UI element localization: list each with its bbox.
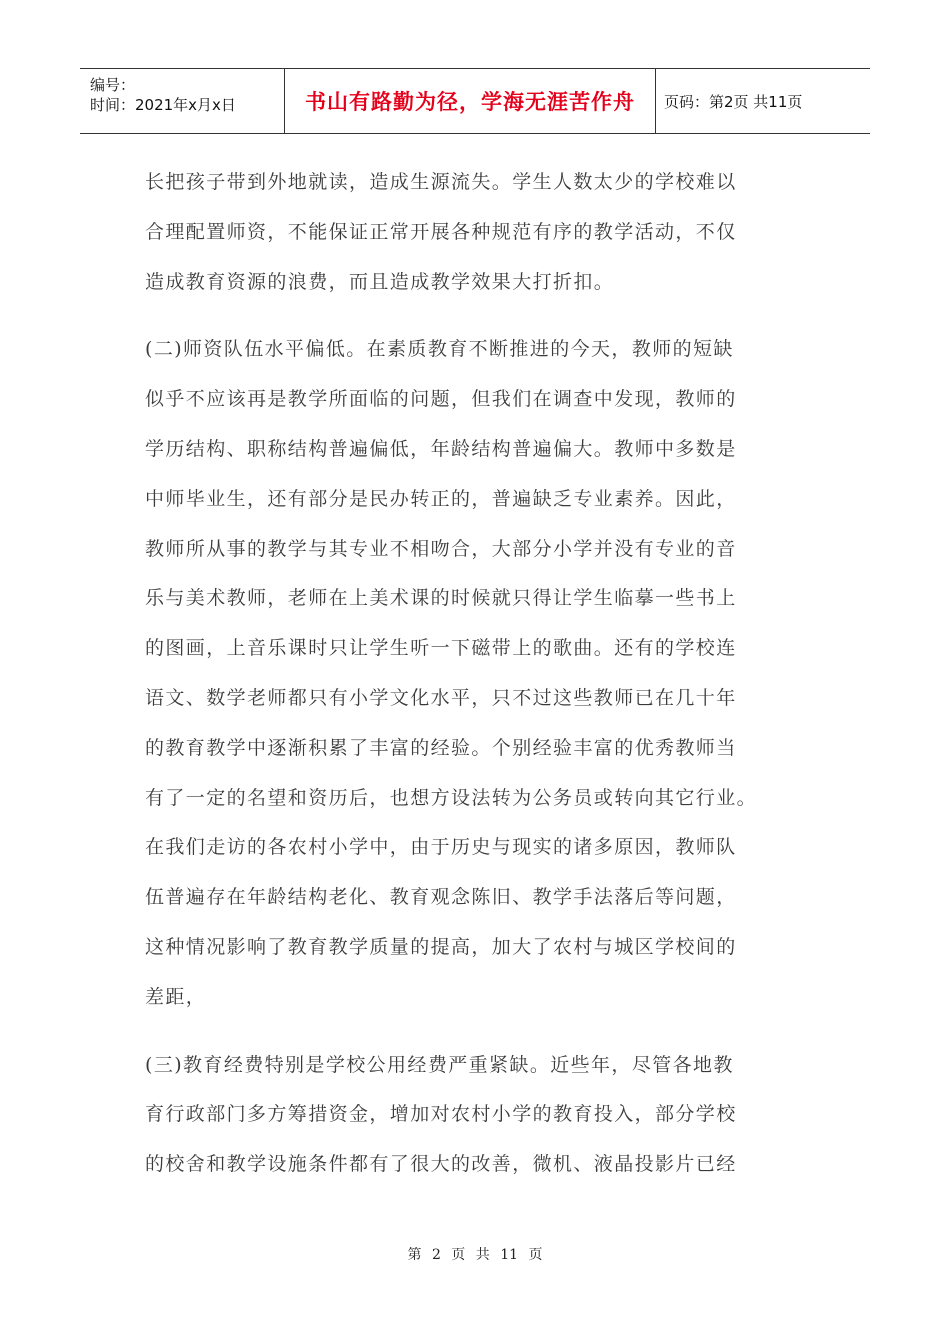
text-line: (三)教育经费特别是学校公用经费严重紧缺。近些年，尽管各地教 — [145, 1053, 734, 1076]
paragraph — [145, 325, 809, 1022]
text-line: 乐与美术教师，老师在上美术课的时候就只得让学生临摹一些书上 — [145, 587, 737, 610]
header-page-info: 页码：第2页 共11页 — [664, 92, 803, 111]
text-line: 长把孩子带到外地就读，造成生源流失。学生人数太少的学校难以 — [145, 171, 737, 193]
page-footer: 第 2 页 共 11 页 — [407, 1247, 543, 1263]
text-line: 似乎不应该再是教学所面临的问题，但我们在调查中发现，教师的 — [145, 388, 737, 411]
document-number-label: 编号： — [90, 76, 136, 94]
text-line: 伍普遍存在年龄结构老化、教育观念陈旧、教学手法落后等问题， — [145, 886, 737, 909]
text-line: 语文、数学老师都只有小学文化水平，只不过这些教师已在几十年 — [145, 686, 737, 709]
header-meta — [80, 69, 284, 133]
text-line: 育行政部门多方筹措资金，增加对农村小学的教育投入，部分学校 — [145, 1103, 737, 1126]
text-line: 的教育教学中逐渐积累了丰富的经验。个别经验丰富的优秀教师当 — [145, 736, 737, 759]
document-date-label: 时间：2021年x月x日 — [90, 96, 236, 114]
text-line: 的校舍和教学设施条件都有了很大的改善，微机、液晶投影片已经 — [145, 1153, 737, 1176]
text-line: 在我们走访的各农村小学中，由于历史与现实的诸多原因，教师队 — [145, 836, 737, 859]
text-line: 的图画，上音乐课时只让学生听一下磁带上的歌曲。还有的学校连 — [145, 637, 737, 660]
text-line: 差距， — [145, 985, 207, 1008]
paragraph — [145, 1041, 809, 1190]
text-line: 有了一定的名望和资历后，也想方设法转为公务员或转向其它行业。 — [145, 786, 758, 809]
text-line: 造成教育资源的浪费，而且造成教学效果大打折扣。 — [145, 270, 615, 293]
text-line: 合理配置师资，不能保证正常开展各种规范有序的教学活动，不仅 — [145, 220, 737, 243]
text-line: 教师所从事的教学与其专业不相吻合，大部分小学并没有专业的音 — [145, 537, 737, 560]
paragraph — [145, 158, 809, 307]
document-body — [145, 158, 809, 1190]
text-line: 这种情况影响了教育教学质量的提高，加大了农村与城区学校间的 — [145, 935, 737, 958]
header-motto-cell — [284, 69, 656, 133]
text-line: 中师毕业生，还有部分是民办转正的，普遍缺乏专业素养。因此， — [145, 487, 737, 510]
header-page-info-cell — [656, 69, 870, 133]
page-header — [80, 68, 870, 134]
text-line: 学历结构、职称结构普遍偏低，年龄结构普遍偏大。教师中多数是 — [145, 437, 737, 460]
text-line: (二)师资队伍水平偏低。在素质教育不断推进的今天，教师的短缺 — [145, 338, 734, 361]
header-motto: 书山有路勤为径，学海无涯苦作舟 — [305, 90, 635, 114]
